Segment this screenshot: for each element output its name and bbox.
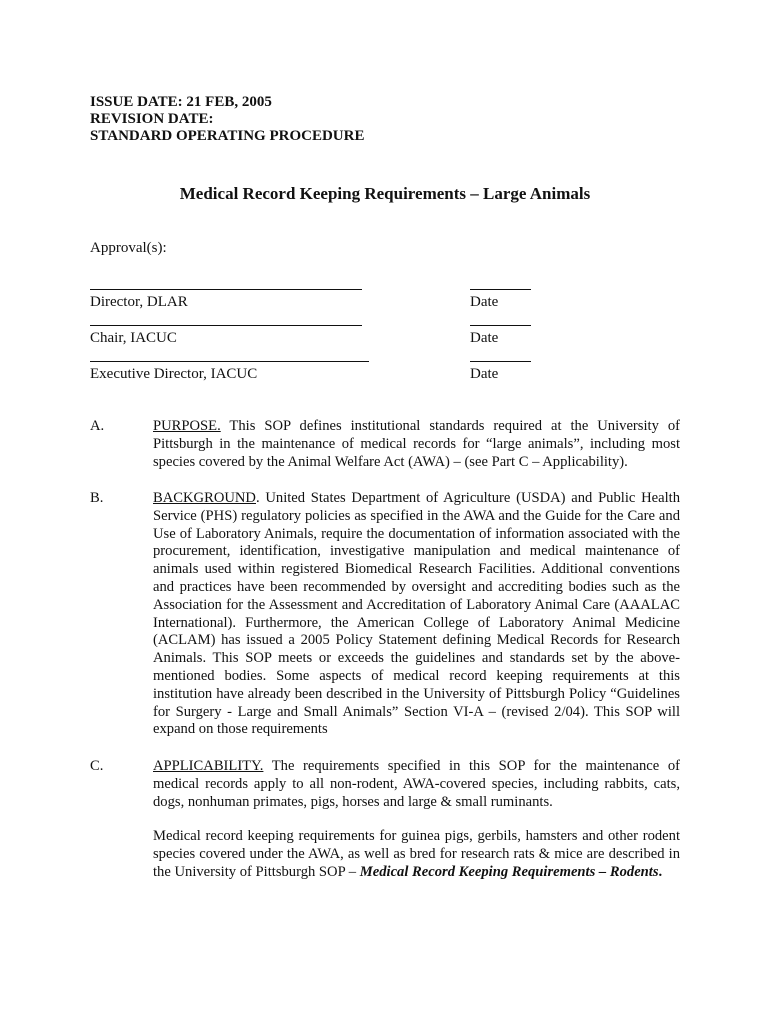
document-header	[90, 94, 364, 145]
signature-line	[90, 325, 362, 326]
section-heading: BACKGROUND	[153, 490, 256, 506]
section-text: The requirements specified in this SOP for the maintenance of medical records apply to all non-rodent, AWA-covered species, including rabbits, cats, dogs, nonhuman primates, pigs, horses and large & small ruminants.	[153, 758, 680, 810]
date-line	[470, 289, 531, 290]
section-letter: B.	[90, 490, 104, 506]
sentence-end: .	[658, 863, 663, 880]
section-heading: APPLICABILITY.	[153, 758, 264, 774]
issue-date: ISSUE DATE: 21 FEB, 2005	[90, 94, 272, 110]
date-line	[470, 325, 531, 326]
section-purpose	[90, 418, 680, 471]
section-heading: PURPOSE.	[153, 418, 221, 434]
section-body	[153, 758, 680, 811]
date-label: Date	[470, 294, 499, 310]
section-applicability	[90, 758, 680, 882]
signature-role: Chair, IACUC	[90, 330, 177, 346]
section-letter: A.	[90, 418, 105, 434]
approvals-label: Approval(s):	[90, 240, 167, 256]
date-label: Date	[470, 366, 499, 382]
signature-role: Director, DLAR	[90, 294, 188, 310]
revision-date: REVISION DATE:	[90, 111, 214, 127]
signature-row-executive-director	[90, 361, 550, 381]
signature-role: Executive Director, IACUC	[90, 366, 258, 382]
section-body	[153, 418, 680, 471]
section-letter: C.	[90, 758, 104, 774]
section-background	[90, 490, 680, 739]
document-title: Medical Record Keeping Requirements – Large Animals	[179, 184, 591, 203]
document-type: STANDARD OPERATING PROCEDURE	[90, 128, 365, 144]
signature-line	[90, 361, 369, 362]
signature-row-chair	[90, 325, 550, 345]
date-line	[470, 361, 531, 362]
signature-line	[90, 289, 362, 290]
signature-row-director	[90, 289, 550, 309]
section-text: This SOP defines institutional standards required at the University of Pittsburgh in the maintenance of medical records for “large animals”, including most species covered by the Animal Welfare Act (AWA) – (see Part C – Applicability).	[153, 418, 680, 470]
section-body	[153, 490, 680, 739]
section-text: . United States Department of Agriculture (USDA) and Public Health Service (PHS) regulatory policies as specified in the AWA and the Guide for the Care and Use of Laboratory Animals, require the documentation of information associated with the procurement, identification, investigative manipulation and medical maintenance of animals used within registered Biomedical Research Facilities. Additional conventions and practices have been recommended by oversight and accrediting bodies such as the Association for the Assessment and Accreditation of Laboratory Animal Care (AAALAC International). Furthermore, the American College of Laboratory Animal Medicine (ACLAM) has issued a 2005 Policy Statement defining Medical Records for Research Animals. This SOP meets or exceeds the guidelines and standards set by the above-mentioned bodies. Some aspects of medical record keeping requirements at this institution have already been described in the University of Pittsburgh Policy “Guidelines for Surgery - Large and Small Animals” Section VI-A – (revised 2/04). This SOP will expand on those requirements	[153, 490, 680, 738]
section-text: Medical record keeping requirements for guinea pigs, gerbils, hamsters and other rodent species covered under the AWA, as well as bred for research rats & mice are described in the University of Pittsburgh SOP –	[153, 828, 680, 880]
date-label: Date	[470, 330, 499, 346]
referenced-sop-title: Medical Record Keeping Requirements – Rodents	[359, 863, 659, 880]
section-paragraph-2	[153, 828, 680, 881]
